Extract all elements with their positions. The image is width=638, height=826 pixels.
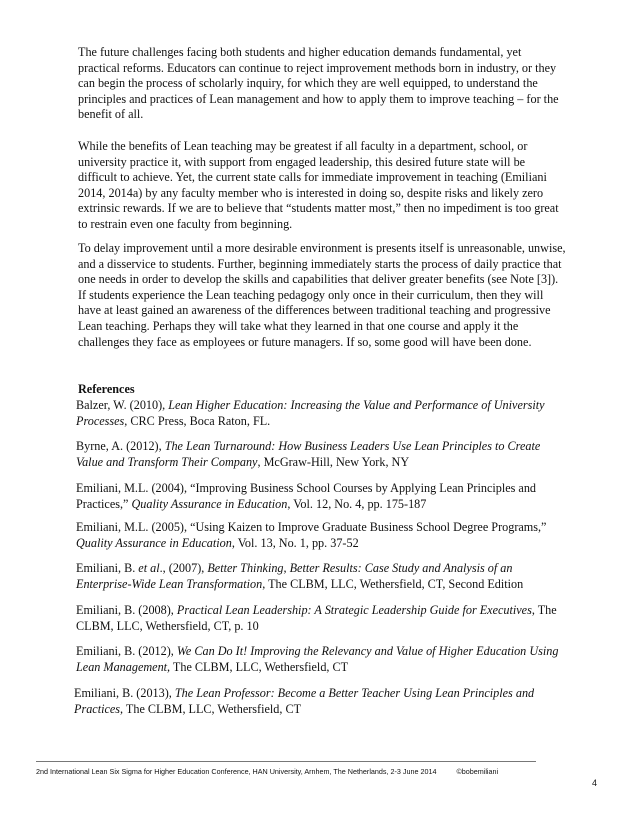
body-paragraph-1: The future challenges facing both students and higher education demands fundamental, yet practical reforms. Educators can continue to reject improvement methods born in industry, or they can begin the process of scholarly inquiry, for which they are well equipped, to understand the principles and practices of Lean management and how to apply them to improve teaching – for the benefit of all.	[78, 45, 559, 122]
footer	[36, 767, 556, 777]
reference-item: Emiliani, B. et al., (2007), Better Thinking, Better Results: Case Study and Analysis of an Enterprise-Wide Lean Transformation, The CLBM, LLC, Wethersfield, CT, Second Edition	[76, 561, 524, 591]
reference-item: Emiliani, B. (2008), Practical Lean Leadership: A Strategic Leadership Guide for Executives, The CLBM, LLC, Wethersfield, CT, p. 10	[76, 603, 557, 633]
footer-rule	[36, 761, 536, 762]
body-paragraph-3: To delay improvement until a more desirable environment is presents itself is unreasonable, unwise, and a disservice to students. Further, beginning immediately starts the process of daily practice that one needs in order to develop the skills and capabilities that deliver greater benefits (see Note [3]). If students experience the Lean teaching pedagogy only once in their curriculum, then they will have at least gained an awareness of the differences between traditional teaching and progressive Lean teaching. Perhaps they will take what they learned in that one course and apply it the challenges they face as employees or future managers. If so, some good will have been done.	[78, 241, 566, 349]
footer-conference-text: 2nd International Lean Six Sigma for Higher Education Conference, HAN University, Arnhem, The Netherlands, 2-3 June 2014	[36, 767, 437, 776]
references-heading: References	[78, 382, 135, 396]
body-paragraph-2: While the benefits of Lean teaching may be greatest if all faculty in a department, school, or university practice it, with support from engaged leadership, this desired future state will be difficult to achieve. Yet, the current state calls for immediate improvement in teaching (Emiliani 2014, 2014a) by any faculty member who is interested in doing so, despite risks and likely zero extrinsic rewards. If we are to believe that “students matter most,” then no impediment is too great to restrain even one faculty from beginning.	[78, 139, 559, 231]
reference-item: Balzer, W. (2010), Lean Higher Education: Increasing the Value and Performance of University Processes, CRC Press, Boca Raton, FL.	[76, 398, 545, 428]
reference-item: Byrne, A. (2012), The Lean Turnaround: How Business Leaders Use Lean Principles to Create Value and Transform Their Company, McGraw-Hill, New York, NY	[76, 439, 541, 469]
footer-copyright: ©bobemiliani	[456, 767, 499, 776]
reference-item: Emiliani, B. (2012), We Can Do It! Improving the Relevancy and Value of Higher Education Using Lean Management, The CLBM, LLC, Wethersfield, CT	[76, 644, 559, 674]
reference-item: Emiliani, M.L. (2004), “Improving Business School Courses by Applying Lean Principles and Practices,” Quality Assurance in Education, Vol. 12, No. 4, pp. 175-187	[76, 481, 537, 511]
reference-item: Emiliani, B. (2013), The Lean Professor: Become a Better Teacher Using Lean Principles and Practices, The CLBM, LLC, Wethersfield, CT	[74, 686, 535, 716]
reference-item: Emiliani, M.L. (2005), “Using Kaizen to Improve Graduate Business School Degree Programs,” Quality Assurance in Education, Vol. 13, No. 1, pp. 37-52	[76, 520, 547, 550]
page-number: 4	[592, 778, 598, 788]
